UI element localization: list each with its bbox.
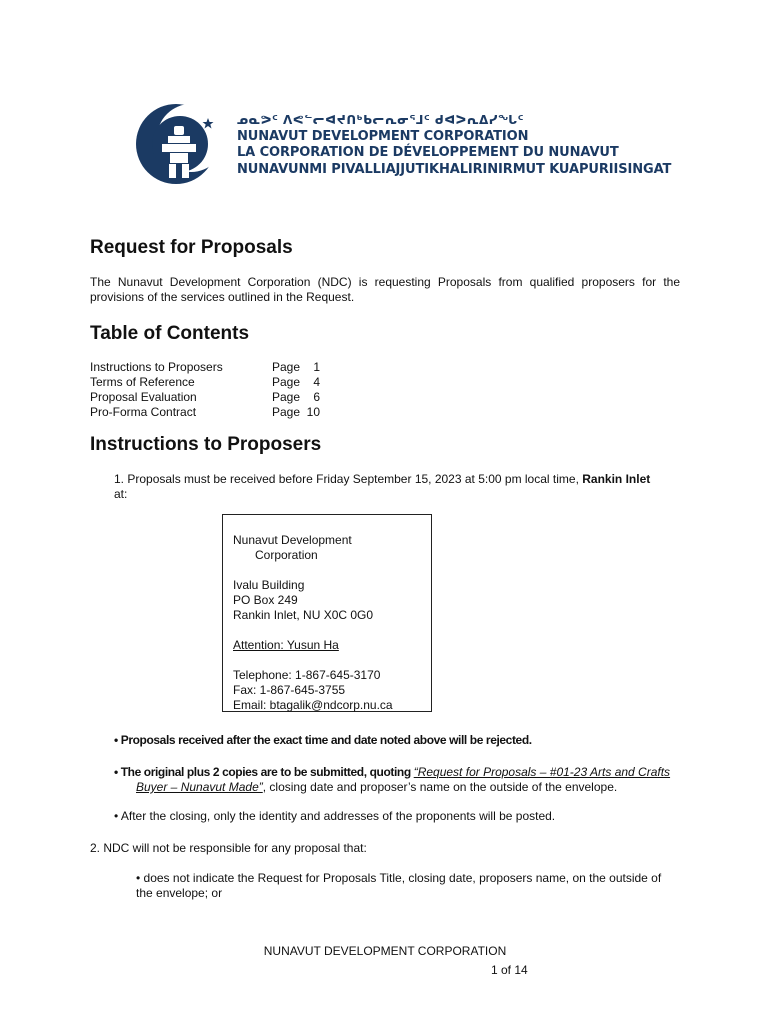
rfp-intro: The Nunavut Development Corporation (NDC) is requesting Proposals from qualified proposers for the provisions of the services outlined in the Request.: [90, 275, 680, 304]
bullet-rejected: • Proposals received after the exact time and date noted above will be rejected.: [114, 733, 532, 747]
toc-page-word: Page: [272, 375, 301, 389]
address-building: Ivalu Building: [233, 578, 305, 592]
toc-item-label: Terms of Reference: [90, 375, 195, 389]
toc-item[interactable]: [90, 390, 320, 405]
bullet-copies: [114, 765, 680, 795]
org-name-french: LA CORPORATION DE DÉVELOPPEMENT DU NUNAVUT: [237, 145, 619, 160]
item1-text: 1. Proposals must be received before Friday September 15, 2023 at 5:00 pm local time,: [114, 472, 583, 486]
sub-bullet-envelope: • does not indicate the Request for Proposals Title, closing date, proposers name, on the outside of the envelope; or: [136, 871, 662, 900]
toc-heading: Table of Contents: [90, 323, 250, 344]
instructions-heading: Instructions to Proposers: [90, 434, 322, 455]
inukshuk-logo-icon: [136, 100, 218, 188]
toc-item[interactable]: [90, 375, 320, 390]
address-org-line1: Nunavut Development: [233, 533, 352, 547]
address-org-line2: Corporation: [255, 548, 318, 562]
toc-page-number: 6: [313, 390, 320, 404]
address-attention: Attention: Yusun Ha: [233, 638, 339, 652]
bullet-closing: • After the closing, only the identity and addresses of the proponents will be posted.: [114, 809, 556, 823]
page-number: 1 of 14: [491, 963, 528, 977]
toc-page-word: Page: [272, 390, 301, 404]
toc-item-label: Instructions to Proposers: [90, 360, 223, 374]
toc-page-number: 4: [313, 375, 320, 389]
org-name-inuinnaqtun: NUNAVUNMI PIVALLIAJJUTIKHALIRINIRMUT KUAPURIISINGAT: [237, 161, 672, 177]
table-of-contents: [90, 360, 320, 420]
toc-page-number: 10: [306, 405, 320, 419]
address-po-box: PO Box 249: [233, 593, 298, 607]
toc-page-word: Page: [272, 360, 301, 374]
footer-organization: NUNAVUT DEVELOPMENT CORPORATION: [263, 944, 507, 958]
toc-item-label: Pro-Forma Contract: [90, 405, 197, 419]
instruction-item-2: 2. NDC will not be responsible for any proposal that:: [90, 841, 367, 855]
organization-names: [237, 112, 671, 178]
item1-suffix: at:: [114, 487, 128, 501]
rfp-heading: Request for Proposals: [90, 237, 293, 258]
address-email[interactable]: Email: btagalik@ndcorp.nu.ca: [233, 698, 393, 712]
toc-page-word: Page: [272, 405, 301, 419]
address-city: Rankin Inlet, NU X0C 0G0: [233, 608, 374, 622]
rfp-title-quote-line2: Buyer – Nunavut Made”: [136, 780, 263, 794]
toc-item[interactable]: [90, 360, 320, 375]
bullet-copies-text: • The original plus 2 copies are to be submitted, quoting: [114, 765, 414, 779]
toc-page-number: 1: [313, 360, 320, 374]
instruction-item-1: [114, 472, 680, 502]
rfp-title-quote-line1: “Request for Proposals – #01-23 Arts and Crafts: [413, 765, 671, 779]
bullet-copies-suffix: , closing date and proposer’s name on the outside of the envelope.: [262, 780, 618, 794]
address-telephone: Telephone: 1-867-645-3170: [233, 668, 381, 682]
org-name-syllabic: ᓄᓇᕗᑦ ᐱᕙᓪᓕᐊᔪᑎᒃᑲᓕᕆᓂᕐᒧᑦ ᑯᐊᐳᕆᐃᓯᖓᑦ: [237, 113, 524, 127]
address-fax: Fax: 1-867-645-3755: [233, 683, 346, 697]
toc-item[interactable]: [90, 405, 320, 420]
mailing-address-box: [222, 514, 432, 712]
org-name-english: NUNAVUT DEVELOPMENT CORPORATION: [237, 128, 529, 144]
item1-location: Rankin Inlet: [582, 472, 651, 486]
toc-item-label: Proposal Evaluation: [90, 390, 197, 404]
